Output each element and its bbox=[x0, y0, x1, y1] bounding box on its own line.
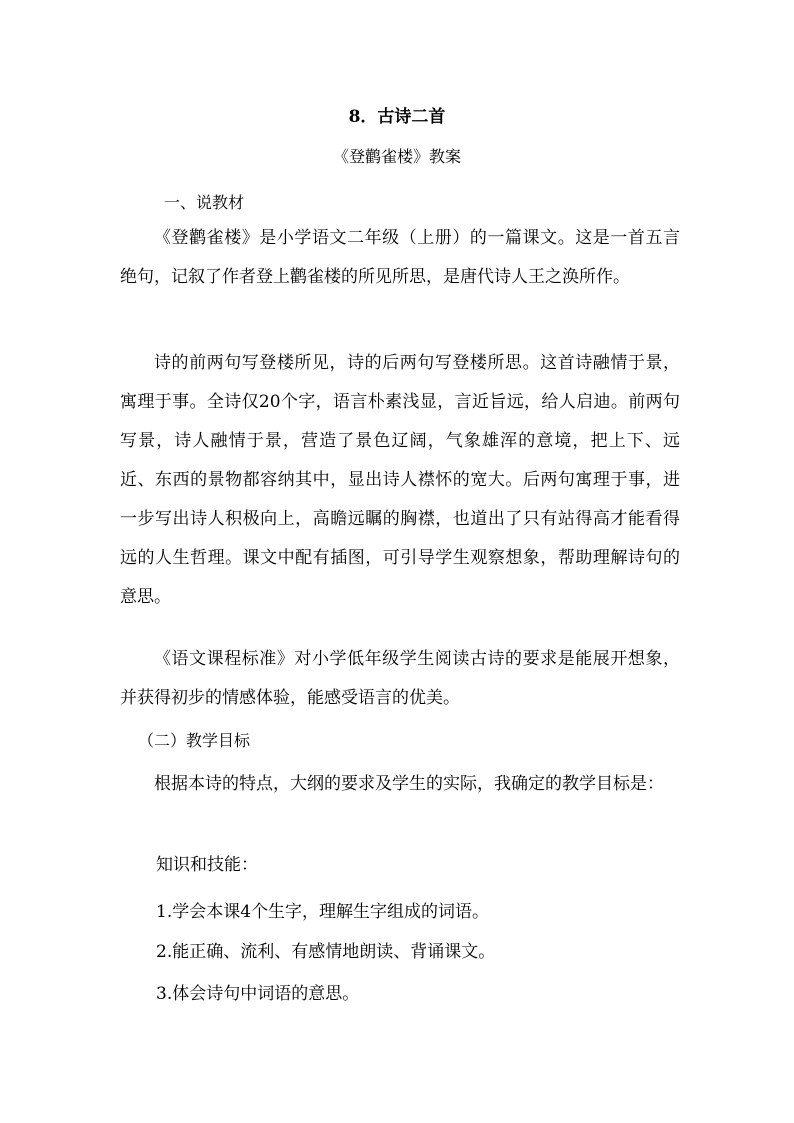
knowledge-skills-heading: 知识和技能： bbox=[156, 855, 258, 875]
section-heading-teaching-goals: （二）教学目标 bbox=[138, 731, 251, 750]
list-item: 1.学会本课4个生字，理解生字组成的词语。 bbox=[156, 902, 490, 922]
list-item: 2.能正确、流利、有感情地朗读、背诵课文。 bbox=[156, 942, 496, 962]
paragraph-intro: 《登鹳雀楼》是小学语文二年级（上册）的一篇课文。这是一首五言绝句，记叙了作者登上鹳雀楼的所见所思，是唐代诗人王之涣所作。 bbox=[120, 228, 680, 287]
document-title: 8．古诗二首 bbox=[348, 107, 446, 127]
paragraph-analysis: 诗的前两句写登楼所见，诗的后两句写登楼所思。这首诗融情于景，寓理于事。全诗仅20个字，语言朴素浅显，言近旨远，给人启迪。前两句写景，诗人融情于景，营造了景色辽阔，气象雄浑的意境，把上下、远近、东西的景物都容纳其中，显出诗人襟怀的宽大。后两句寓理于事，进一步写出诗人积极向上，高瞻远瞩的胸襟，也道出了只有站得高才能看得远的人生哲理。课文中配有插图，可引导学生观察想象，帮助理解诗句的意思。 bbox=[120, 353, 680, 607]
list-item: 3.体会诗句中词语的意思。 bbox=[156, 984, 360, 1004]
paragraph-curriculum-standard: 《语文课程标准》对小学低年级学生阅读古诗的要求是能展开想象，并获得初步的情感体验，能感受语言的优美。 bbox=[120, 649, 680, 708]
paragraph-goals-intro: 根据本诗的特点，大纲的要求及学生的实际，我确定的教学目标是： bbox=[154, 774, 664, 794]
section-heading-teaching-material: 一、说教材 bbox=[164, 193, 245, 212]
document-subtitle: 《登鹳雀楼》教案 bbox=[332, 147, 461, 166]
